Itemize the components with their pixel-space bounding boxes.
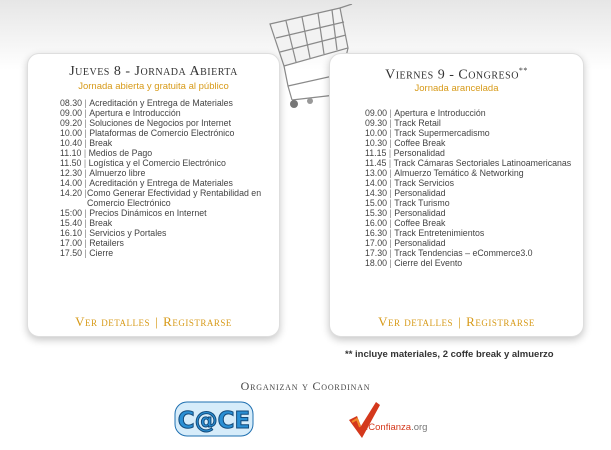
schedule-separator: | xyxy=(387,258,395,268)
schedule-separator: | xyxy=(82,188,87,208)
schedule-time: 14.00 xyxy=(60,178,83,188)
schedule-description: Almuerzo libre xyxy=(89,168,146,178)
schedule-description: Apertura e Introducción xyxy=(89,108,181,118)
schedule-description: Plataformas de Comercio Electrónico xyxy=(89,128,235,138)
schedule-separator: | xyxy=(82,118,90,128)
friday-title: Viernes 9 - Congreso xyxy=(385,67,519,83)
schedule-item xyxy=(365,128,577,138)
schedule-description: Retailers xyxy=(89,238,124,248)
schedule-separator: | xyxy=(82,178,90,188)
schedule-separator: | xyxy=(82,228,90,238)
econfianza-main-text: eConfianza xyxy=(363,422,412,433)
schedule-time: 18.00 xyxy=(365,258,388,268)
schedule-time: 14.00 xyxy=(365,178,388,188)
schedule-description: Track Retail xyxy=(394,118,441,128)
schedule-separator: | xyxy=(387,188,395,198)
schedule-item xyxy=(60,178,268,188)
schedule-description: Track Cámaras Sectoriales Latinoamericanas xyxy=(393,158,572,168)
schedule-time: 14.20 xyxy=(60,188,83,198)
schedule-time: 15.00 xyxy=(365,198,388,208)
actions-separator: | xyxy=(155,314,159,329)
schedule-description: Acreditación y Entrega de Materiales xyxy=(89,98,233,108)
schedule-description: Cierre del Evento xyxy=(394,258,463,268)
schedule-item xyxy=(365,118,577,128)
schedule-separator: | xyxy=(387,248,395,258)
schedule-description: Track Tendencias – eCommerce3.0 xyxy=(394,248,533,258)
schedule-time: 17.50 xyxy=(60,248,83,258)
thursday-details-link[interactable]: Ver detalles xyxy=(75,314,151,329)
schedule-item xyxy=(365,198,577,208)
schedule-separator: | xyxy=(82,128,90,138)
schedule-separator: | xyxy=(82,98,90,108)
schedule-description: Como Generar Efectividad y Rentabilidad en Comercio Electrónico xyxy=(87,188,262,208)
schedule-separator: | xyxy=(386,148,394,158)
schedule-item xyxy=(60,108,268,118)
schedule-separator: | xyxy=(82,138,90,148)
organizers-title: Organizan y Coordinan xyxy=(240,379,371,393)
schedule-description: Almuerzo Temático & Networking xyxy=(394,168,524,178)
schedule-separator: | xyxy=(387,218,395,228)
schedule-time: 09.00 xyxy=(365,108,388,118)
friday-actions xyxy=(330,314,583,330)
schedule-time: 17.30 xyxy=(365,248,388,258)
schedule-time: 11.45 xyxy=(365,158,387,168)
schedule-description: Track Supermercadismo xyxy=(394,128,490,138)
cace-logo[interactable] xyxy=(173,399,255,439)
schedule-time: 14.30 xyxy=(365,188,388,198)
schedule-item xyxy=(60,188,268,208)
econfianza-wordmark xyxy=(363,422,427,433)
schedule-item xyxy=(365,158,577,168)
schedule-time: 16.00 xyxy=(365,218,388,228)
schedule-item xyxy=(365,258,577,268)
schedule-description: Break xyxy=(89,138,113,148)
schedule-separator: | xyxy=(81,148,89,158)
schedule-item xyxy=(60,238,268,248)
schedule-description: Coffee Break xyxy=(394,218,446,228)
friday-title-wrap xyxy=(330,66,583,84)
schedule-time: 09.30 xyxy=(365,118,388,128)
schedule-item xyxy=(365,228,577,238)
schedule-time: 15.40 xyxy=(60,218,83,228)
cace-logo-text: C@CE xyxy=(177,408,251,434)
thursday-register-link[interactable]: Registrarse xyxy=(163,314,232,329)
schedule-separator: | xyxy=(82,208,90,218)
schedule-item xyxy=(365,148,577,158)
schedule-time: 10.00 xyxy=(365,128,388,138)
schedule-description: Precios Dinámicos en Internet xyxy=(89,208,207,218)
schedule-description: Personalidad xyxy=(394,208,446,218)
schedule-description: Acreditación y Entrega de Materiales xyxy=(89,178,233,188)
schedule-separator: | xyxy=(387,178,395,188)
schedule-description: Track Servicios xyxy=(394,178,454,188)
schedule-item xyxy=(60,128,268,138)
friday-details-link[interactable]: Ver detalles xyxy=(378,314,454,329)
schedule-time: 08.30 xyxy=(60,98,83,108)
actions-separator: | xyxy=(458,314,462,329)
schedule-item xyxy=(365,188,577,198)
schedule-item xyxy=(365,138,577,148)
friday-card xyxy=(329,53,584,337)
checkmark-icon xyxy=(344,400,384,440)
schedule-item xyxy=(60,148,268,158)
schedule-item xyxy=(60,218,268,228)
friday-title-mark: ** xyxy=(518,66,528,75)
schedule-separator: | xyxy=(387,128,395,138)
schedule-separator: | xyxy=(387,238,395,248)
schedule-item xyxy=(365,248,577,258)
schedule-item xyxy=(60,248,268,258)
schedule-separator: | xyxy=(81,158,89,168)
schedule-description: Break xyxy=(89,218,113,228)
schedule-separator: | xyxy=(82,168,90,178)
schedule-time: 16.10 xyxy=(60,228,83,238)
thursday-card xyxy=(27,53,280,337)
schedule-description: Soluciones de Negocios por Internet xyxy=(89,118,232,128)
schedule-description: Track Turismo xyxy=(394,198,450,208)
schedule-separator: | xyxy=(386,158,394,168)
schedule-description: Personalidad xyxy=(393,148,445,158)
footnote: ** incluye materiales, 2 coffe break y almuerzo xyxy=(345,349,554,360)
thursday-title: Jueves 8 - Jornada Abierta xyxy=(69,64,238,79)
cace-logo-art xyxy=(173,399,255,439)
econfianza-tld-text: .org xyxy=(411,422,428,433)
schedule-time: 11.50 xyxy=(60,158,82,168)
schedule-item xyxy=(365,168,577,178)
schedule-description: Logística y el Comercio Electrónico xyxy=(88,158,226,168)
schedule-separator: | xyxy=(82,238,90,248)
schedule-item xyxy=(365,208,577,218)
schedule-description: Personalidad xyxy=(394,188,446,198)
thursday-schedule xyxy=(60,98,268,258)
schedule-item xyxy=(60,158,268,168)
schedule-separator: | xyxy=(387,138,395,148)
schedule-time: 12.30 xyxy=(60,168,83,178)
schedule-description: Apertura e Introducción xyxy=(394,108,486,118)
schedule-item xyxy=(60,138,268,148)
econfianza-logo[interactable] xyxy=(344,400,444,442)
schedule-item xyxy=(365,238,577,248)
schedule-description: Servicios y Portales xyxy=(89,228,167,238)
schedule-item xyxy=(365,108,577,118)
schedule-time: 13.00 xyxy=(365,168,388,178)
schedule-time: 17.00 xyxy=(365,238,388,248)
schedule-item xyxy=(365,218,577,228)
schedule-time: 15.30 xyxy=(365,208,388,218)
schedule-item xyxy=(365,178,577,188)
thursday-actions xyxy=(28,314,279,330)
schedule-separator: | xyxy=(387,168,395,178)
schedule-item xyxy=(60,208,268,218)
thursday-subtitle: Jornada abierta y gratuita al público xyxy=(78,81,229,92)
schedule-item xyxy=(60,168,268,178)
schedule-description: Track Entretenimientos xyxy=(394,228,485,238)
schedule-time: 17.00 xyxy=(60,238,83,248)
schedule-separator: | xyxy=(387,118,395,128)
schedule-separator: | xyxy=(387,198,395,208)
friday-subtitle: Jornada arancelada xyxy=(414,83,499,94)
schedule-time: 10.40 xyxy=(60,138,83,148)
schedule-time: 10.30 xyxy=(365,138,388,148)
schedule-time: 15:00 xyxy=(60,208,83,218)
schedule-separator: | xyxy=(82,108,90,118)
schedule-description: Cierre xyxy=(89,248,114,258)
schedule-item xyxy=(60,228,268,238)
schedule-time: 09.00 xyxy=(60,108,83,118)
schedule-separator: | xyxy=(387,228,395,238)
schedule-description: Personalidad xyxy=(394,238,446,248)
schedule-time: 16.30 xyxy=(365,228,388,238)
schedule-item xyxy=(60,98,268,108)
schedule-time: 10.00 xyxy=(60,128,83,138)
schedule-description: Coffee Break xyxy=(394,138,446,148)
schedule-time: 11.15 xyxy=(365,148,387,158)
schedule-separator: | xyxy=(387,108,395,118)
schedule-time: 11.10 xyxy=(60,148,82,158)
schedule-separator: | xyxy=(82,248,90,258)
schedule-time: 09.20 xyxy=(60,118,83,128)
schedule-separator: | xyxy=(387,208,395,218)
friday-schedule xyxy=(365,108,577,268)
schedule-item xyxy=(60,118,268,128)
schedule-description: Medios de Pago xyxy=(88,148,153,158)
schedule-separator: | xyxy=(82,218,90,228)
friday-register-link[interactable]: Registrarse xyxy=(466,314,535,329)
